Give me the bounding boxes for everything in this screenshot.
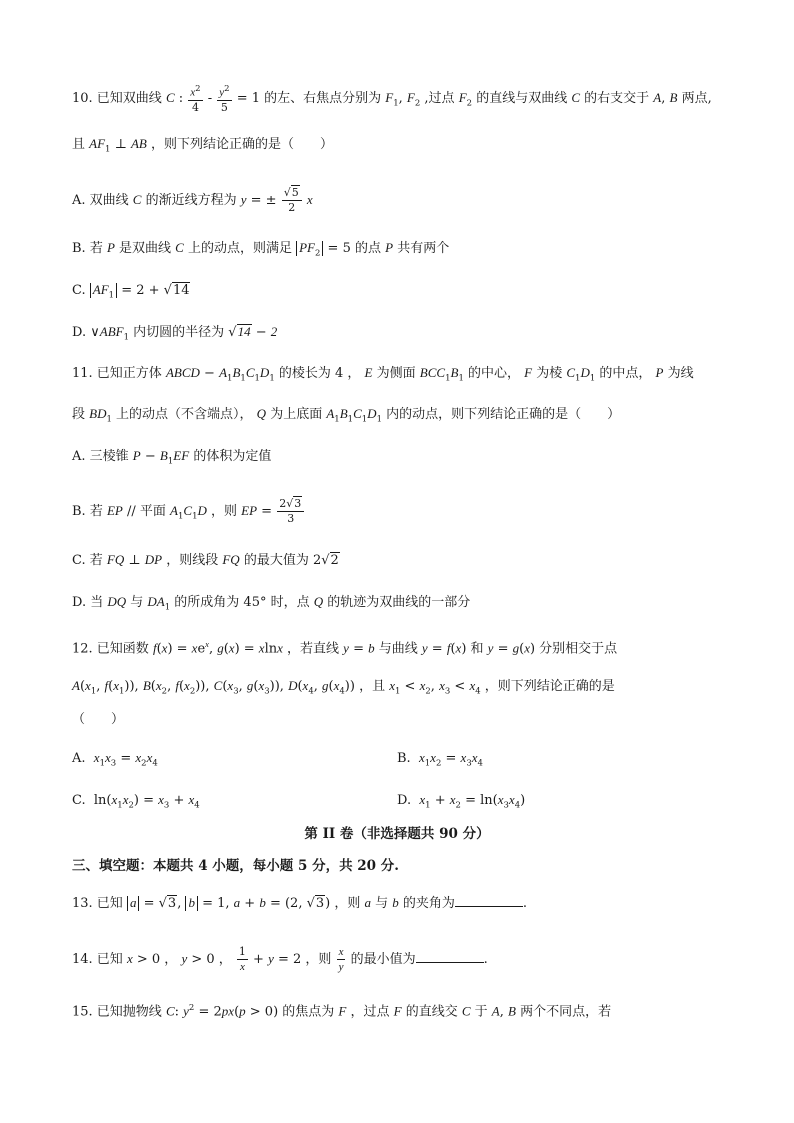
q11-line2: 段 $BD_1$ 上的动点（不含端点）， Q 为上底面 $A_1B_1C_1D_1$ 内的动点，则下列结论正确的是（ ） bbox=[72, 406, 621, 425]
q11-option-b: B. 若 EP // 平面 $A_1C_1D$ ，则 EP = $\frac{2√3}{3}$ bbox=[72, 497, 305, 527]
q13-line: 13. 已知 a = √3, b = 1, a + b = (2, √3) ，则 a 与 b 的夹角为 . bbox=[72, 895, 528, 911]
q11-line1: 11. 已知正方体 ABCD − $A_1B_1C_1D_1$ 的棱长为 4 ， E 为侧面 $BCC_1B_1$ 的中心， F 为棱 $C_1D_1$ 的中点， P 为线 bbox=[72, 365, 694, 384]
q10-option-c: C. $AF_1 = 2 + √14$ bbox=[72, 282, 190, 301]
fraction-x-over-y: $\frac{x}{y}$ bbox=[338, 946, 344, 973]
answer-blank[interactable] bbox=[455, 894, 523, 907]
fraction-1-over-x: $\frac{1}{x}$ bbox=[238, 945, 246, 973]
q15-line: 15. 已知抛物线 C: $y^2 = 2px(p > 0)$ 的焦点为 F ，过点 F 的直线交 C 于 A, B 两个不同点，若 bbox=[72, 1003, 612, 1020]
fraction-x2-over-4: $\frac{x^2}{4}$ bbox=[190, 84, 201, 114]
q12-option-b: B. $x_1x_2 = x_3x_4$ bbox=[397, 750, 483, 769]
q12-line1: 12. 已知函数 $f(x) = xe^x$, g(x) = xlnx ，若直线 y = b 与曲线 y = f(x) 和 y = g(x) 分别相交于点 bbox=[72, 639, 618, 657]
q10-option-a: A. 双曲线 C 的渐近线方程为 y = ± $\frac{√5}{2}$ x bbox=[72, 186, 313, 214]
q10-option-d: D. $\vee ABF_1$ 内切圆的半径为 √14 − 2 bbox=[72, 324, 278, 343]
q12-line3: （ ） bbox=[72, 712, 125, 727]
q10-line1: 10. 已知双曲线 C : $\frac{x^2}{4}$ - $\frac{y^2}{5}$ = 1 的左、右焦点分别为 $F_1$, $F_2$ ,过点 $F_2$ 的直线与双曲线 C 的右支交于 A, B 两点, bbox=[72, 84, 712, 114]
answer-blank[interactable] bbox=[416, 950, 484, 963]
q11-option-d: D. 当 DQ 与 $DA_1$ 的所成角为 45° 时，点 Q 的轨迹为双曲线的一部分 bbox=[72, 594, 471, 613]
q12-option-c: C. $\ln(x_1x_2) = x_3 + x_4$ bbox=[72, 792, 200, 811]
section2-title: 第 II 卷（非选择题共 90 分） bbox=[304, 826, 490, 842]
q10-line2: 且 $AF_1$ ⊥ AB ，则下列结论正确的是（ ） bbox=[72, 136, 333, 155]
q12-option-d: D. $x_1 + x_2 = \ln(x_3x_4)$ bbox=[397, 792, 526, 811]
section-fill-in-heading: 三、填空题：本题共 4 小题，每小题 5 分，共 20 分. bbox=[72, 858, 399, 874]
q11-option-a: A. 三棱锥 $P - B_1EF$ 的体积为定值 bbox=[72, 448, 272, 467]
q14-line: 14. 已知 x > 0 ， y > 0 ， $\frac{1}{x}$ + y = 2 ，则 $\frac{x}{y}$ 的最小值为 . bbox=[72, 945, 488, 973]
fraction-2sqrt3-over-3: $\frac{2√3}{3}$ bbox=[277, 497, 304, 526]
q11-option-c: C. 若 FQ ⊥ DP ，则线段 FQ 的最大值为 2√2 bbox=[72, 552, 339, 568]
q10-option-b: B. 若 P 是双曲线 C 上的动点，则满足 $PF_2 = 5$ 的点 P 共有两个 bbox=[72, 240, 450, 259]
q12-option-a: A. $x_1x_3 = x_2x_4$ bbox=[72, 750, 158, 769]
fraction-y2-over-5: $\frac{y^2}{5}$ bbox=[219, 84, 230, 114]
fraction-sqrt5-over-2: $\frac{√5}{2}$ bbox=[282, 186, 302, 215]
q12-line2: $A(x_1$, $f(x_1)$), $B(x_2$, $f(x_2)$), $C(x_3$, $g(x_3)$), $D(x_4$, $g(x_4)$) ，且 $x_1 < x_2$, $x_3 < x_4$ ，则下列结论正确的是 bbox=[72, 678, 615, 697]
